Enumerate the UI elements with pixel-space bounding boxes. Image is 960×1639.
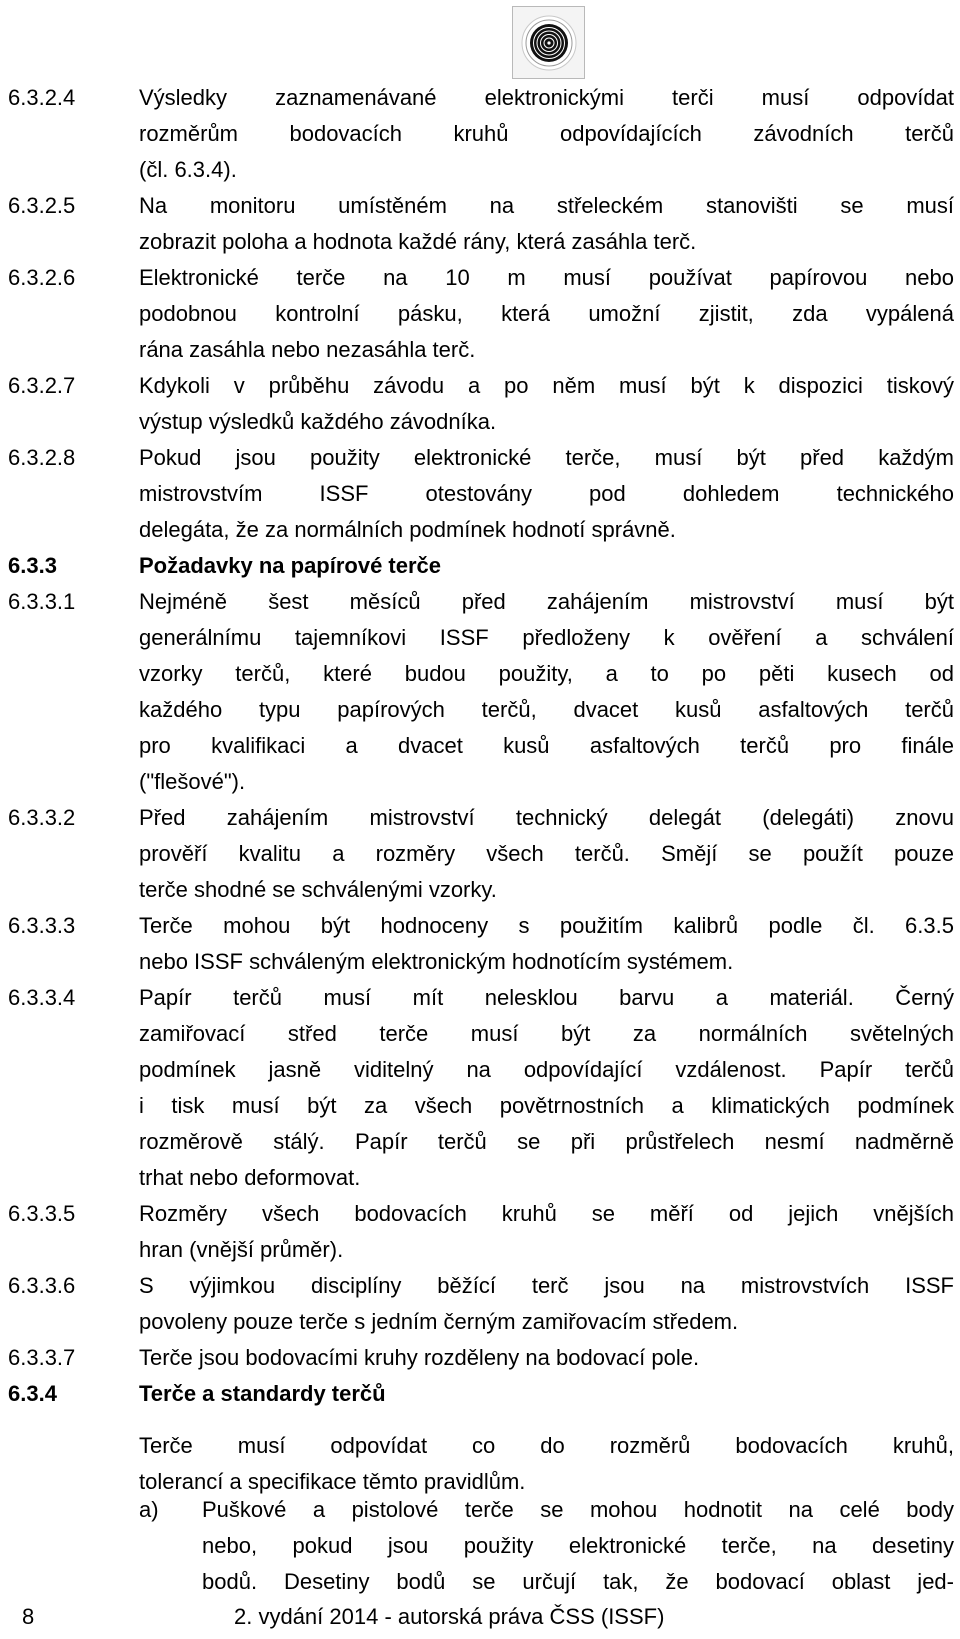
text-line: nebo ISSF schváleným elektronickým hodnotícím systémem.	[139, 949, 734, 974]
text-line: pro kvalifikaci a dvacet kusů asfaltových terčů pro finále	[139, 733, 954, 758]
rule-number: 6.3.3.1	[8, 589, 76, 614]
text-line: prověří kvalitu a rozměry všech terčů. Smějí se použít pouze	[139, 841, 954, 866]
text-line: Požadavky na papírové terče	[139, 553, 442, 578]
page-number: 8	[22, 1604, 35, 1629]
text-line: Kdykoli v průběhu závodu a po něm musí být k dispozici tiskový	[139, 373, 954, 398]
rule-text	[139, 584, 954, 800]
text-line: Papír terčů musí mít nelesklou barvu a materiál. Černý	[139, 985, 954, 1010]
text-line: generálnímu tajemníkovi ISSF předloženy k ověření a schválení	[139, 625, 954, 650]
rule-number: 6.3.2.5	[8, 193, 76, 218]
text-line: ("flešové").	[139, 769, 246, 794]
text-line: povoleny pouze terče s jedním černým zamiřovacím středem.	[139, 1309, 739, 1334]
text-line: S výjimkou disciplíny běžící terč jsou na mistrovstvích ISSF	[139, 1273, 954, 1298]
section-title	[139, 548, 954, 584]
rule-number: 6.3.3.5	[8, 1201, 76, 1226]
text-line: vzorky terčů, které budou použity, a to po pěti kusech od	[139, 661, 954, 686]
text-line: i tisk musí být za všech povětrnostních a klimatických podmínek	[139, 1093, 954, 1118]
rule-number: 6.3.2.6	[8, 265, 76, 290]
text-line: rozměrům bodovacích kruhů odpovídajících závodních terčů	[139, 121, 954, 146]
footer-copyright: 2. vydání 2014 - autorská práva ČSS (ISSF)	[234, 1604, 665, 1629]
text-line: Elektronické terče na 10 m musí používat papírovou nebo	[139, 265, 954, 290]
list-item-text	[202, 1492, 954, 1600]
text-line: zobrazit poloha a hodnota každé rány, která zasáhla terč.	[139, 229, 697, 254]
section-number: 6.3.4	[8, 1381, 57, 1406]
rule-number: 6.3.3.6	[8, 1273, 76, 1298]
text-line: Terče mohou být hodnoceny s použitím kalibrů podle čl. 6.3.5	[139, 913, 954, 938]
rule-text	[139, 440, 954, 548]
rule-number: 6.3.3.2	[8, 805, 76, 830]
text-line: rána zasáhla nebo nezasáhla terč.	[139, 337, 476, 362]
text-line: podmínek jasně viditelný na odpovídající vzdálenost. Papír terčů	[139, 1057, 954, 1082]
target-icon	[519, 13, 579, 73]
text-line: rozměrově stálý. Papír terčů se při průstřelech nesmí nadměrně	[139, 1129, 954, 1154]
rule-number: 6.3.2.8	[8, 445, 76, 470]
text-line: trhat nebo deformovat.	[139, 1165, 361, 1190]
text-line: každého typu papírových terčů, dvacet kusů asfaltových terčů	[139, 697, 954, 722]
rule-text	[139, 1196, 954, 1268]
section-number: 6.3.3	[8, 553, 57, 578]
rule-number: 6.3.3.7	[8, 1345, 76, 1370]
rule-text	[139, 1268, 954, 1340]
text-line: delegáta, že za normálních podmínek hodnotí správně.	[139, 517, 676, 542]
text-line: Terče musí odpovídat co do rozměrů bodovacích kruhů,	[139, 1433, 954, 1458]
text-line: Puškové a pistolové terče se mohou hodnotit na celé body	[202, 1497, 954, 1522]
text-line: (čl. 6.3.4).	[139, 157, 237, 182]
text-line: tolerancí a specifikace těmto pravidlům.	[139, 1469, 526, 1494]
list-marker: a)	[139, 1497, 159, 1522]
text-line: podobnou kontrolní pásku, která umožní zjistit, zda vypálená	[139, 301, 954, 326]
rule-text	[139, 908, 954, 980]
text-line: výstup výsledků každého závodníka.	[139, 409, 497, 434]
text-line: hran (vnější průměr).	[139, 1237, 344, 1262]
rule-text	[139, 980, 954, 1196]
text-line: Výsledky zaznamenávané elektronickými terči musí odpovídat	[139, 85, 954, 110]
text-line: nebo, pokud jsou použity elektronické terče, na desetiny	[202, 1533, 954, 1558]
rule-number: 6.3.2.4	[8, 85, 76, 110]
section-title	[139, 1376, 954, 1412]
text-line: zamiřovací střed terče musí být za normálních světelných	[139, 1021, 954, 1046]
rule-number: 6.3.3.4	[8, 985, 76, 1010]
rule-text	[139, 1340, 954, 1376]
rule-text	[139, 368, 954, 440]
text-line: bodů. Desetiny bodů se určují tak, že bodovací oblast jed-	[202, 1569, 954, 1594]
rule-number: 6.3.3.3	[8, 913, 76, 938]
text-line: Nejméně šest měsíců před zahájením mistrovství musí být	[139, 589, 954, 614]
rule-number: 6.3.2.7	[8, 373, 76, 398]
target-logo	[512, 6, 585, 79]
rule-text	[139, 260, 954, 368]
rule-text	[139, 80, 954, 188]
text-line: Rozměry všech bodovacích kruhů se měří od jejich vnějších	[139, 1201, 954, 1226]
text-line: mistrovstvím ISSF otestovány pod dohledem technického	[139, 481, 954, 506]
text-line: Před zahájením mistrovství technický delegát (delegáti) znovu	[139, 805, 954, 830]
text-line: terče shodné se schválenými vzorky.	[139, 877, 497, 902]
text-line: Terče jsou bodovacími kruhy rozděleny na bodovací pole.	[139, 1345, 700, 1370]
paragraph-text	[139, 1428, 954, 1500]
text-line: Na monitoru umístěném na střeleckém stanovišti se musí	[139, 193, 954, 218]
text-line: Pokud jsou použity elektronické terče, musí být před každým	[139, 445, 954, 470]
rule-text	[139, 800, 954, 908]
rule-text	[139, 188, 954, 260]
text-line: Terče a standardy terčů	[139, 1381, 386, 1406]
